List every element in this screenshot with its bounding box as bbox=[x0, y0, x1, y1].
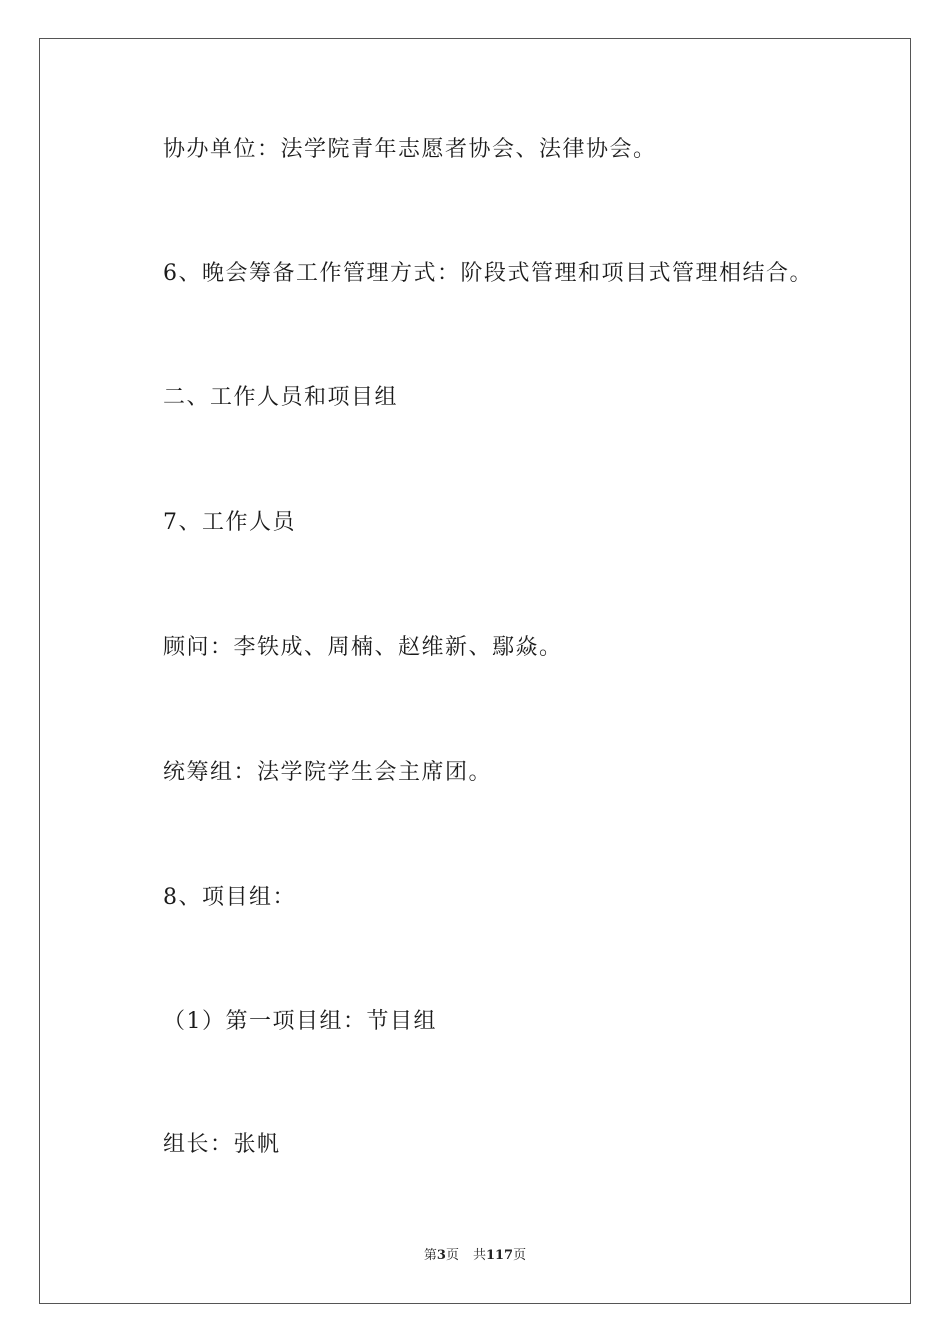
footer-total-pages: 117 bbox=[485, 1248, 514, 1263]
paragraph-first-project-group: （1）第一项目组：节目组 bbox=[163, 1009, 437, 1034]
paragraph-project-groups-heading: 8、项目组： bbox=[163, 885, 296, 910]
page-footer bbox=[0, 1247, 950, 1265]
section-heading-staff-and-groups: 二、工作人员和项目组 bbox=[163, 385, 399, 410]
footer-page-prefix: 第 bbox=[423, 1248, 437, 1263]
footer-page-number: 3 bbox=[436, 1248, 446, 1263]
paragraph-coordination-group: 统筹组：法学院学生会主席团。 bbox=[163, 760, 493, 785]
paragraph-management-method: 6、晚会筹备工作管理方式：阶段式管理和项目式管理相结合。 bbox=[163, 261, 813, 286]
footer-page-suffix: 页 bbox=[445, 1248, 459, 1263]
footer-total-suffix: 页 bbox=[513, 1248, 527, 1263]
paragraph-group-leader: 组长：张帆 bbox=[163, 1132, 281, 1157]
paragraph-advisors: 顾问：李铁成、周楠、赵维新、鄢焱。 bbox=[163, 635, 563, 660]
paragraph-co-organizers: 协办单位：法学院青年志愿者协会、法律协会。 bbox=[163, 137, 657, 162]
paragraph-staff-heading: 7、工作人员 bbox=[163, 510, 296, 535]
footer-total-prefix: 共 bbox=[472, 1248, 486, 1263]
page-border bbox=[39, 38, 911, 1304]
